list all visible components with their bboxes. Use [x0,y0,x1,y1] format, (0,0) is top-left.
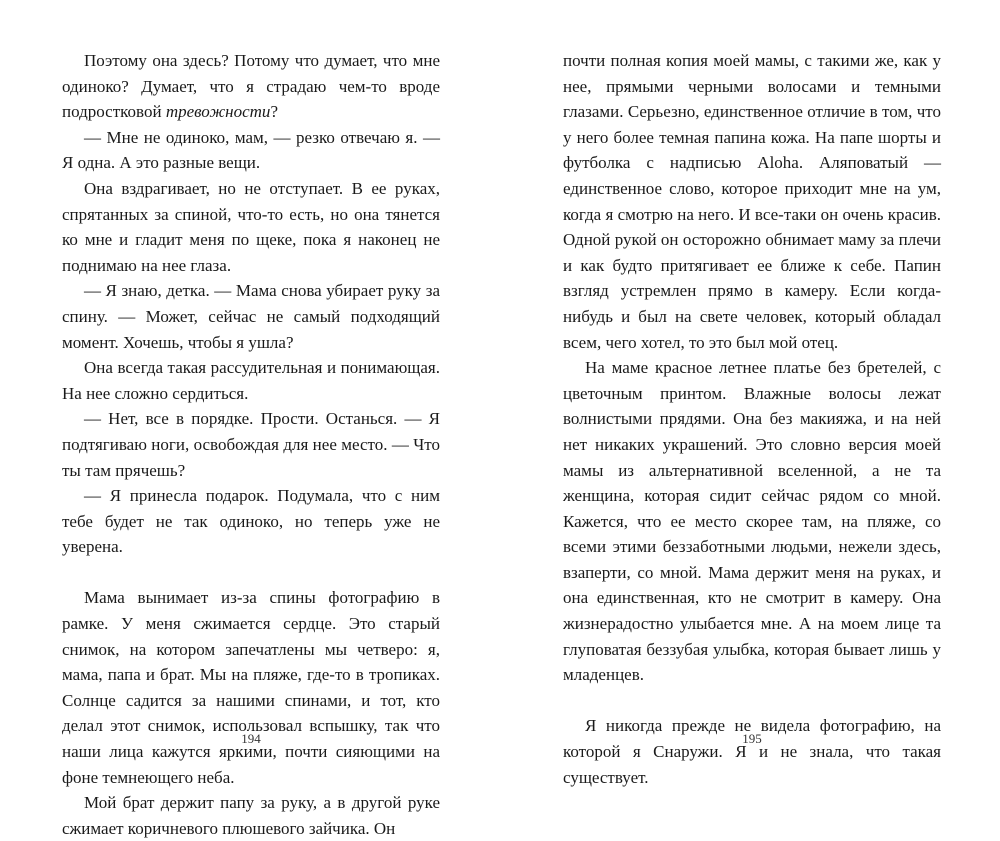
paragraph: почти полная копия моей мамы, с такими же, как у нее, прямыми черными волосами и темными глазами. Серьезно, единственное отличие в том, что у него более темная папина кожа. На папе шорты и футболка с надписью Aloha. Аляповатый — единственное слово, которое приходит мне на ум, когда я смотрю на него. И все-таки он очень красив. Одной рукой он осторожно обнимает маму за плечи и как будто притягивает ее ближе к себе. Папин взгляд устремлен прямо в камеру. Если когда-нибудь и был на свете человек, который обладал всем, чего хотел, то это был мой отец. [563,51,941,352]
paragraph: На маме красное летнее платье без бретелей, с цветочным принтом. Влажные волосы лежат волнистыми прядями. Она без макияжа, и на ней нет никаких украшений. Это словно версия моей мамы из альтернативной вселенной, а не та женщина, которая сидит сейчас рядом со мной. Кажется, что ее место скорее там, на пляже, со всеми этими беззаботными людьми, нежели здесь, взаперти, со мной. Мама держит меня на руках, и она единственная, кто не смотрит в камеру. Она жизнерадостно улыбается мне. А на моем лице та глуповатая беззубая улыбка, которая бывает лишь у младенцев. [563,358,941,685]
paragraph: — Мне не одиноко, мам, — резко отвечаю я. — Я одна. А это разные вещи. [62,127,440,173]
paragraph: Поэтому она здесь? Потому что думает, что мне одиноко? Думает, что я страдаю чем-то вроде подростковой тревожности? [62,51,440,122]
italic-word: тревожности [165,102,271,122]
right-page-text [563,48,941,790]
paragraph: — Нет, все в порядке. Прости. Останься. — Я подтягиваю ноги, освобождая для нее место. — Что ты там прячешь? [62,409,440,480]
paragraph: — Я принесла подарок. Подумала, что с ним тебе будет не так одиноко, но теперь уже не уверена. [62,486,440,557]
paragraph: Мой брат держит папу за руку, а в другой руке сжимает коричневого плюшевого зайчика. Он [62,793,440,838]
page-number-left: 194 [241,731,261,746]
paragraph: Мама вынимает из-за спины фотографию в рамке. У меня сжимается сердце. Это старый снимок, на котором запечатлены мы четверо: я, мама, папа и брат. Мы на пляже, где-то в тропиках. Солнце садится за нашими спинами, и тот, кто делал этот снимок, использовал вспышку, так что наши лица кажутся яркими, почти сияющими на фоне темнеющего неба. [62,588,440,787]
page-number-right: 195 [742,731,762,746]
paragraph: Она вздрагивает, но не отступает. В ее руках, спрятанных за спиной, что-то есть, но она тянется ко мне и гладит меня по щеке, пока я наконец не поднимаю на нее глаза. [62,178,440,275]
left-page-text [62,48,440,841]
paragraph: — Я знаю, детка. — Мама снова убирает руку за спину. — Может, сейчас не самый подходящий момент. Хочешь, чтобы я ушла? [62,281,440,352]
paragraph: Она всегда такая рассудительная и понимающая. На нее сложно сердиться. [62,358,440,403]
paragraph: Я никогда прежде не видела фотографию, на которой я Снаружи. Я и не знала, что такая существует. [563,716,941,787]
